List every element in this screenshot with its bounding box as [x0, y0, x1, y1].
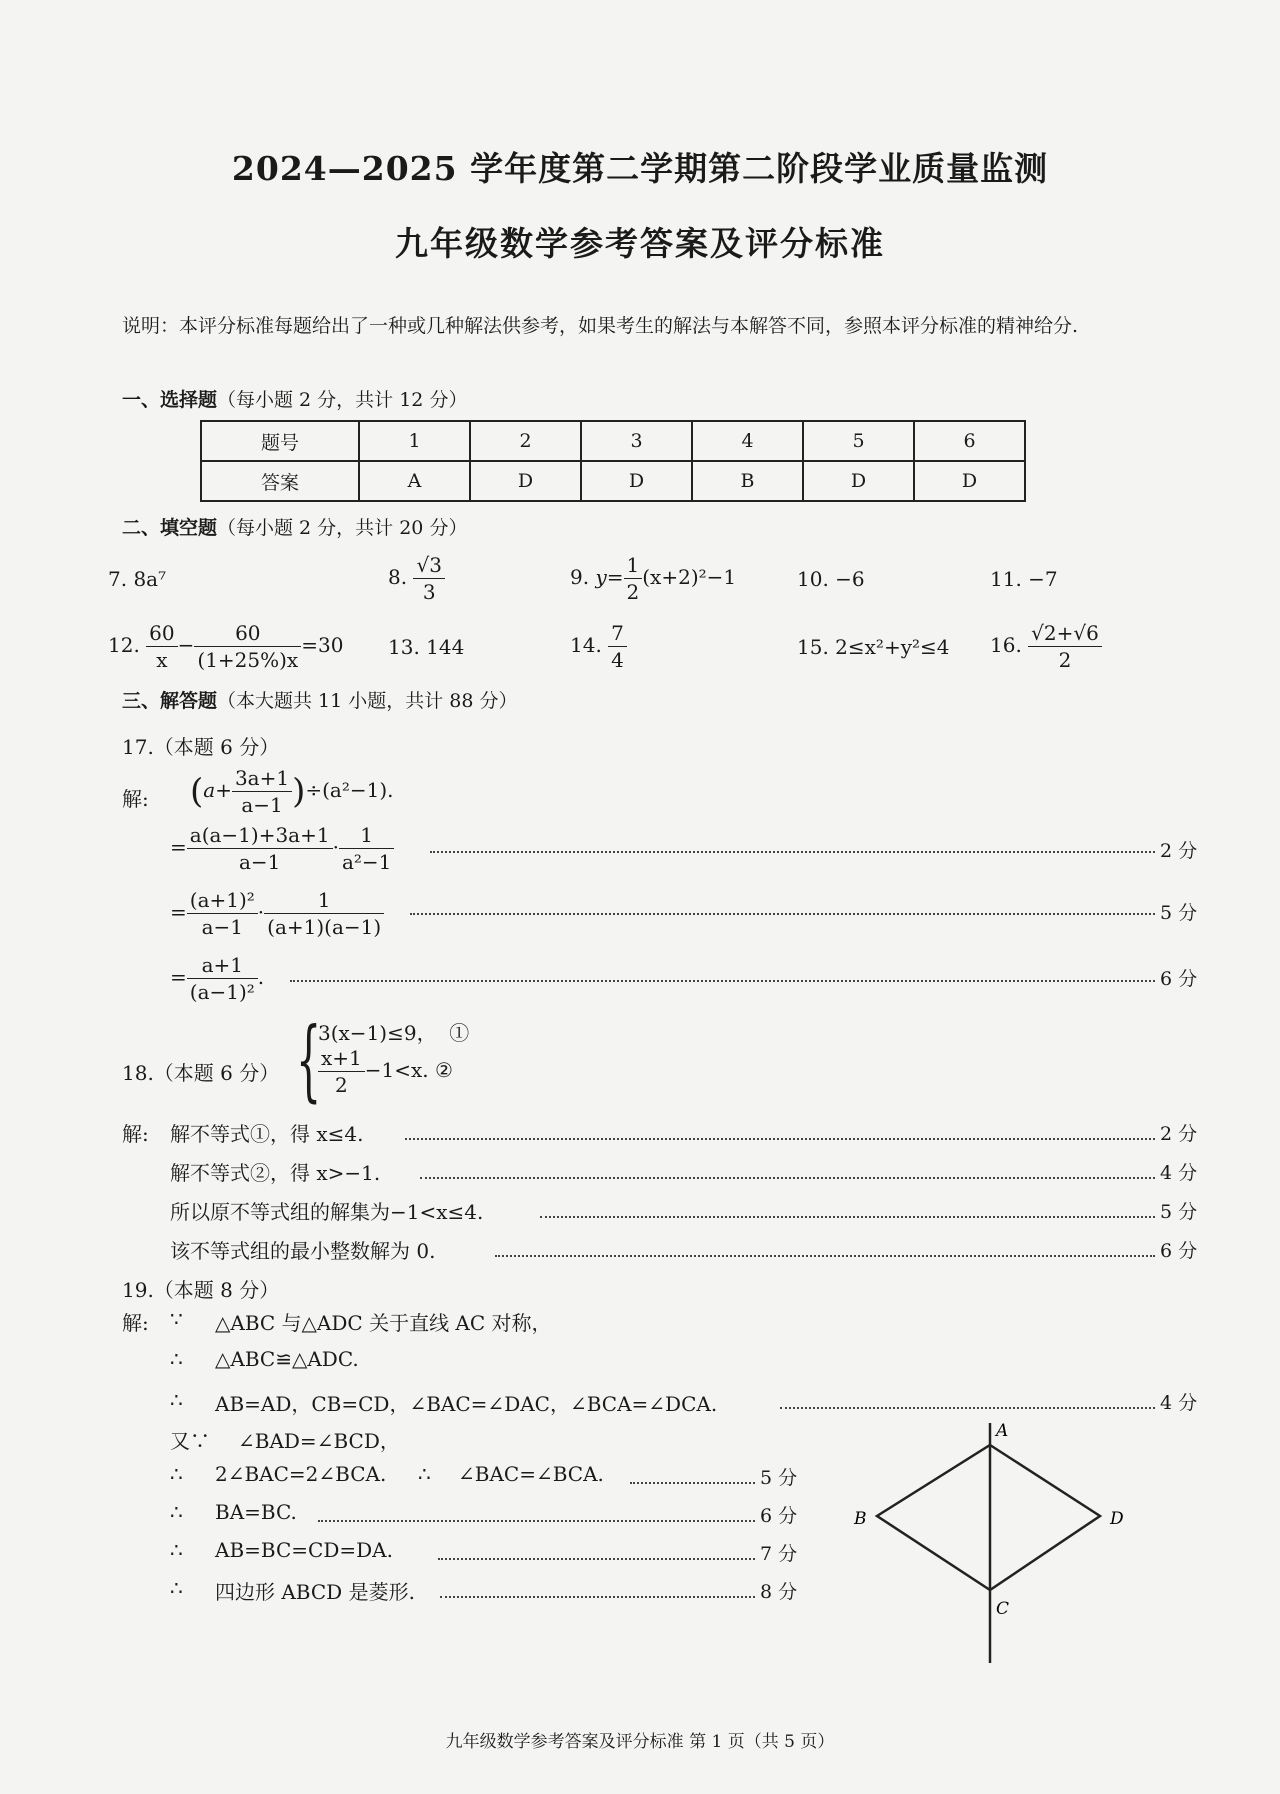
score-points: 4 分 [1160, 1162, 1198, 1184]
left-paren: ( [190, 771, 204, 812]
q19-step-6: BA=BC. [215, 1500, 297, 1524]
q10-label: 10. [797, 567, 829, 591]
q18-sys1-mark: ① [449, 1021, 470, 1045]
question-number: 2 [470, 421, 581, 461]
q18-step-2: 解不等式②，得 x>−1. [170, 1161, 381, 1185]
q17-l3-denominator-1: a−1 [201, 915, 243, 939]
equals-sign: = [170, 835, 187, 859]
q18-sys1: 3(x−1)≤9， [318, 1021, 437, 1045]
q16-label: 16. [990, 633, 1022, 657]
score-points: 6 分 [1160, 1240, 1198, 1262]
q11-label: 11. [990, 567, 1022, 591]
q19-header: 19.（本题 8 分） [122, 1278, 280, 1302]
section3-heading: 三、解答题 [122, 690, 218, 712]
because-symbol: ∵ [170, 1307, 183, 1331]
score-points: 5 分 [1160, 1201, 1198, 1223]
q19-step-2: △ABC≌△ADC. [215, 1347, 359, 1371]
answer-cell: B [692, 461, 803, 501]
therefore-symbol: ∴ [170, 1538, 183, 1562]
question-number: 1 [359, 421, 470, 461]
q19-step-5a: 2∠BAC=2∠BCA. [215, 1462, 387, 1486]
q13-label: 13. [388, 635, 420, 659]
q8-label: 8. [388, 565, 408, 589]
vertex-label-d: D [1110, 1509, 1124, 1529]
equals-sign: = [170, 965, 187, 989]
section3-detail: （本大题共 11 小题，共计 88 分） [217, 690, 518, 712]
row-label: 答案 [201, 461, 359, 501]
q17-l4-numerator: a+1 [187, 952, 258, 979]
q16-denominator: 2 [1058, 648, 1072, 672]
q9-prefix: y= [595, 565, 624, 589]
score-points: 5 分 [760, 1467, 798, 1489]
q18-step-3: 所以原不等式组的解集为−1<x≤4. [170, 1200, 484, 1224]
therefore-symbol: ∴ [170, 1462, 183, 1486]
q17-l1-tail: ÷(a²−1). [305, 778, 394, 802]
answer-cell: A [359, 461, 470, 501]
q14-numerator: 7 [608, 620, 627, 647]
question-number: 3 [581, 421, 692, 461]
q8-denominator: 3 [422, 580, 436, 604]
q18-sys2-denominator: 2 [335, 1073, 348, 1097]
q17-l2-numerator-2: 1 [339, 822, 394, 849]
q15-value: 2≤x²+y²≤4 [835, 635, 950, 659]
q9-denominator: 2 [626, 580, 640, 604]
q17-l2-denominator-1: a−1 [238, 850, 281, 874]
score-points: 6 分 [760, 1505, 798, 1527]
score-points: 4 分 [1160, 1392, 1198, 1414]
page-title: 2024—2025 学年度第二学期第二阶段学业质量监测 [231, 149, 1049, 188]
q19-step-4: ∠BAD=∠BCD， [238, 1429, 400, 1453]
q18-step-4: 该不等式组的最小整数解为 0. [170, 1239, 436, 1263]
question-number: 6 [914, 421, 1025, 461]
q17-l3-numerator-2: 1 [264, 887, 384, 914]
therefore-symbol: ∴ [170, 1388, 183, 1412]
brace-icon: { [296, 1008, 322, 1111]
q8-numerator: √3 [413, 552, 444, 579]
q17-l1-term: a+ [203, 778, 232, 802]
multiply-dot: · [332, 835, 339, 859]
q18-sys2-numerator: x+1 [318, 1045, 365, 1072]
also-because-symbol: 又∵ [170, 1429, 210, 1453]
multiply-dot: · [257, 900, 265, 924]
answer-cell: D [470, 461, 581, 501]
q19-step-8: 四边形 ABCD 是菱形. [215, 1580, 415, 1604]
score-points: 2 分 [1160, 840, 1198, 862]
page-subtitle: 九年级数学参考答案及评分标准 [395, 224, 885, 263]
vertex-label-a: A [996, 1421, 1009, 1441]
q7-label: 7. [108, 567, 128, 591]
section2-detail: （每小题 2 分，共计 20 分） [217, 517, 468, 539]
equals-sign: = [170, 900, 187, 924]
therefore-symbol: ∴ [170, 1576, 183, 1600]
therefore-symbol: ∴ [170, 1500, 183, 1524]
q14-denominator: 4 [611, 648, 624, 672]
score-points: 7 分 [760, 1543, 798, 1565]
q18-step-1: 解不等式①，得 x≤4. [170, 1122, 364, 1146]
vertex-label-c: C [996, 1599, 1010, 1619]
q17-l1-numerator: 3a+1 [232, 765, 292, 792]
answer-cell: D [914, 461, 1025, 501]
vertex-label-b: B [854, 1509, 867, 1529]
q12-label: 12. [108, 633, 140, 657]
q12-numerator-1: 60 [146, 620, 177, 647]
q19-step-7: AB=BC=CD=DA. [215, 1538, 393, 1562]
q17-solve-label: 解: [122, 787, 149, 811]
section2-heading: 二、填空题 [122, 517, 218, 539]
score-points: 8 分 [760, 1581, 798, 1603]
therefore-symbol: ∴ [170, 1347, 183, 1371]
q16-numerator: √2+√6 [1028, 620, 1102, 647]
q12-equals: =30 [301, 633, 344, 657]
q17-l1-denominator: a−1 [241, 793, 283, 817]
page-footer: 九年级数学参考答案及评分标准 第 1 页（共 5 页） [445, 1732, 835, 1752]
score-points: 2 分 [1160, 1123, 1198, 1145]
therefore-symbol: ∴ [418, 1462, 431, 1486]
grading-note: 说明：本评分标准每题给出了一种或几种解法供参考，如果考生的解法与本解答不同，参照本评分标准的精神给分. [122, 315, 1079, 337]
score-points: 5 分 [1160, 902, 1198, 924]
q12-minus: − [177, 633, 195, 657]
q12-denominator-2: (1+25%)x [197, 648, 299, 672]
q17-l3-denominator-2: (a+1)(a−1) [267, 915, 382, 939]
question-number: 5 [803, 421, 914, 461]
q9-label: 9. [570, 565, 590, 589]
q13-value: 144 [426, 635, 465, 659]
q7-value: 8a⁷ [133, 567, 167, 591]
section1-heading: 一、选择题 [122, 389, 218, 411]
answer-cell: D [581, 461, 692, 501]
row-label: 题号 [201, 421, 359, 461]
q17-l3-numerator-1: (a+1)² [187, 887, 258, 914]
section1-detail: （每小题 2 分，共计 12 分） [217, 389, 468, 411]
q12-denominator-1: x [156, 648, 168, 672]
q11-value: −7 [1028, 567, 1058, 591]
q19-step-5b: ∠BAC=∠BCA. [458, 1462, 604, 1486]
q19-premise: △ABC 与△ADC 关于直线 AC 对称， [215, 1311, 552, 1335]
q18-header: 18.（本题 6 分） [122, 1061, 280, 1085]
answer-cell: D [803, 461, 914, 501]
q17-l4-tail: . [257, 965, 265, 989]
q12-numerator-2: 60 [194, 620, 301, 647]
q17-l2-denominator-2: a²−1 [341, 850, 392, 874]
q17-header: 17.（本题 6 分） [122, 735, 280, 759]
question-number: 4 [692, 421, 803, 461]
rhombus-abcd [877, 1445, 1100, 1590]
q9-suffix: (x+2)²−1 [642, 565, 737, 589]
q17-l4-denominator: (a−1)² [189, 980, 255, 1004]
q18-sys2-tail: −1<x. [364, 1058, 429, 1082]
q10-value: −6 [835, 567, 865, 591]
q19-step-3: AB=AD，CB=CD，∠BAC=∠DAC，∠BCA=∠DCA. [215, 1392, 718, 1416]
q18-sys2-mark: ② [435, 1058, 453, 1082]
q14-label: 14. [570, 633, 602, 657]
q18-solve-label: 解: [122, 1122, 149, 1146]
q17-l2-numerator-1: a(a−1)+3a+1 [187, 822, 333, 849]
score-points: 6 分 [1160, 968, 1198, 990]
q19-solve-label: 解: [122, 1311, 149, 1335]
q9-numerator: 1 [624, 552, 643, 579]
right-paren: ) [292, 771, 306, 812]
q15-label: 15. [797, 635, 829, 659]
